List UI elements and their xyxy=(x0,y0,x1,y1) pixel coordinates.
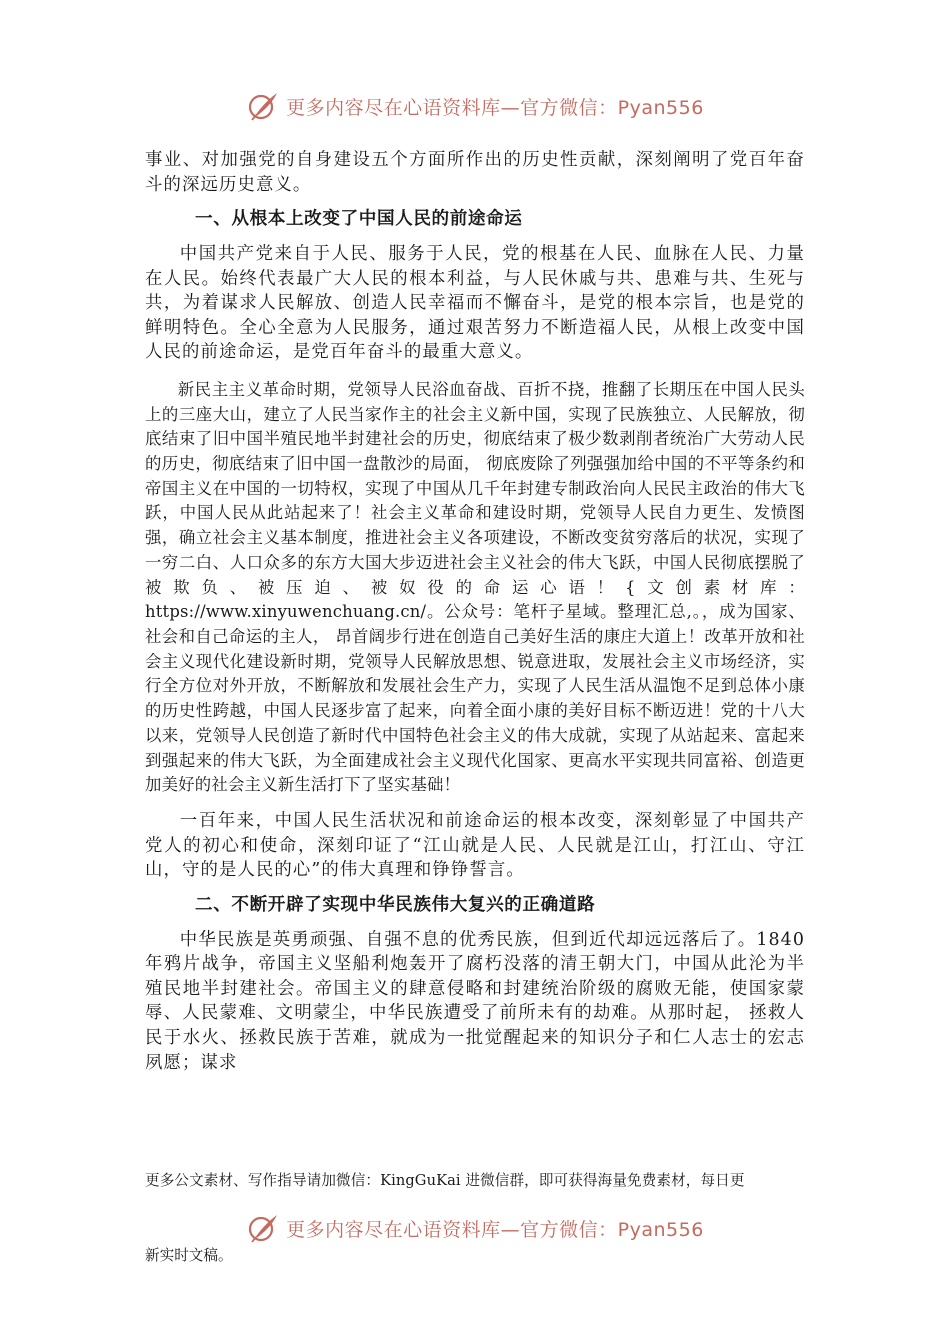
section1-paragraph-3: 一百年来，中国人民生活状况和前途命运的根本改变，深刻彰显了中国共产党人的初心和使命，深刻印证了“江山就是人民、人民就是江山，打江山、守江山，守的是人民的心”的伟大真理和铮铮誓言。 xyxy=(145,810,805,881)
footer-tail: 新实时文稿。 xyxy=(145,1247,233,1264)
footer-banner-text: 更多内容尽在心语资料库—官方微信：Pyan556 xyxy=(286,1218,704,1241)
footer-note: 更多公文素材、写作指导请加微信：KingGuKai 进微信群，即可获得海量免费素材，每日更 xyxy=(145,1172,745,1189)
intro-paragraph: 事业、对加强党的自身建设五个方面所作出的历史性贡献，深刻阐明了党百年奋斗的深远历史意义。 xyxy=(145,150,805,195)
section1-heading: 一、从根本上改变了中国人民的前途命运 xyxy=(195,209,523,229)
section1-paragraph-2: 新民主主义革命时期，党领导人民浴血奋战、百折不挠，推翻了长期压在中国人民头上的三座大山，建立了人民当家作主的社会主义新中国，实现了民族独立、人民解放，彻底结束了旧中国半殖民地半封建社会的历史，彻底结束了极少数剥削者统治广大劳动人民的历史，彻底结束了旧中国一盘散沙的局面， 彻底废除了列强强加给中国的不平等条约和帝国主义在中国的一切特权，实现了中国从几千年封建专制政治向人民民主政治的伟大飞跃，中国人民从此站起来了！社会主义革命和建设时期，党领导人民自力更生、发愤图强，确立社会主义基本制度，推进社会主义各项建设，不断改变贫穷落后的状况，实现了一穷二白、人口众多的东方大国大步迈进社会主义社会的伟大飞跃，中国人民彻底摆脱了被欺负、被压迫、被奴役的命运心语！{文创素材库：https://www.xinyuwenchuang.cn/。公众号：笔杆子星域。整理汇总,。，成为国家、社会和自己命运的主人， 昂首阔步行进在创造自己美好生活的康庄大道上！改革开放和社会主义现代化建设新时期，党领导人民解放思想、锐意进取，发展社会主义市场经济，实行全方位对外开放，不断解放和发展社会生产力，实现了人民生活从温饱不足到总体小康的历史性跨越，中国人民逐步富了起来，向着全面小康的美好目标不断迈进！党的十八大以来，党领导人民创造了新时代中国特色社会主义的伟大成就，实现了从站起来、富起来到强起来的伟大飞跃，为全面建成社会主义现代化国家、更高水平实现共同富裕、创造更加美好的社会主义新生活打下了坚实基础！ xyxy=(145,379,805,795)
header-banner-inner xyxy=(246,89,704,123)
document-body xyxy=(145,148,805,1075)
header-banner xyxy=(0,86,950,126)
header-banner-text: 更多内容尽在心语资料库—官方微信：Pyan556 xyxy=(286,96,704,119)
section2-paragraph-1: 中华民族是英勇顽强、自强不息的优秀民族，但到近代却远远落后了。1840 年鸦片战争，帝国主义坚船利炮轰开了腐朽没落的清王朝大门，中国从此沦为半殖民地半封建社会。帝国主义的肆意侵略和封建统治阶级的腐败无能，使国家蒙辱、人民蒙难、文明蒙尘，中华民族遭受了前所未有的劫难。从那时起， 拯救人民于水火、拯救民族于苦难，就成为一批觉醒起来的知识分子和仁人志士的宏志夙愿；谋求 xyxy=(145,929,805,1073)
section1-paragraph-1: 中国共产党来自于人民、服务于人民，党的根基在人民、血脉在人民、力量在人民。始终代表最广大人民的根本利益，与人民休戚与共、患难与共、生死与共，为着谋求人民解放、创造人民幸福而不懈奋斗，是党的根本宗旨，也是党的鲜明特色。全心全意为人民服务，通过艰苦努力不断造福人民，从根上改变中国人民的前途命运，是党百年奋斗的最重大意义。 xyxy=(145,244,805,363)
footer-banner xyxy=(0,1208,950,1248)
quill-pen-logo-icon xyxy=(246,89,280,123)
section2-heading: 二、不断开辟了实现中华民族伟大复兴的正确道路 xyxy=(195,894,596,915)
footer-banner-inner xyxy=(246,1211,704,1245)
quill-pen-logo-icon xyxy=(246,1211,280,1245)
